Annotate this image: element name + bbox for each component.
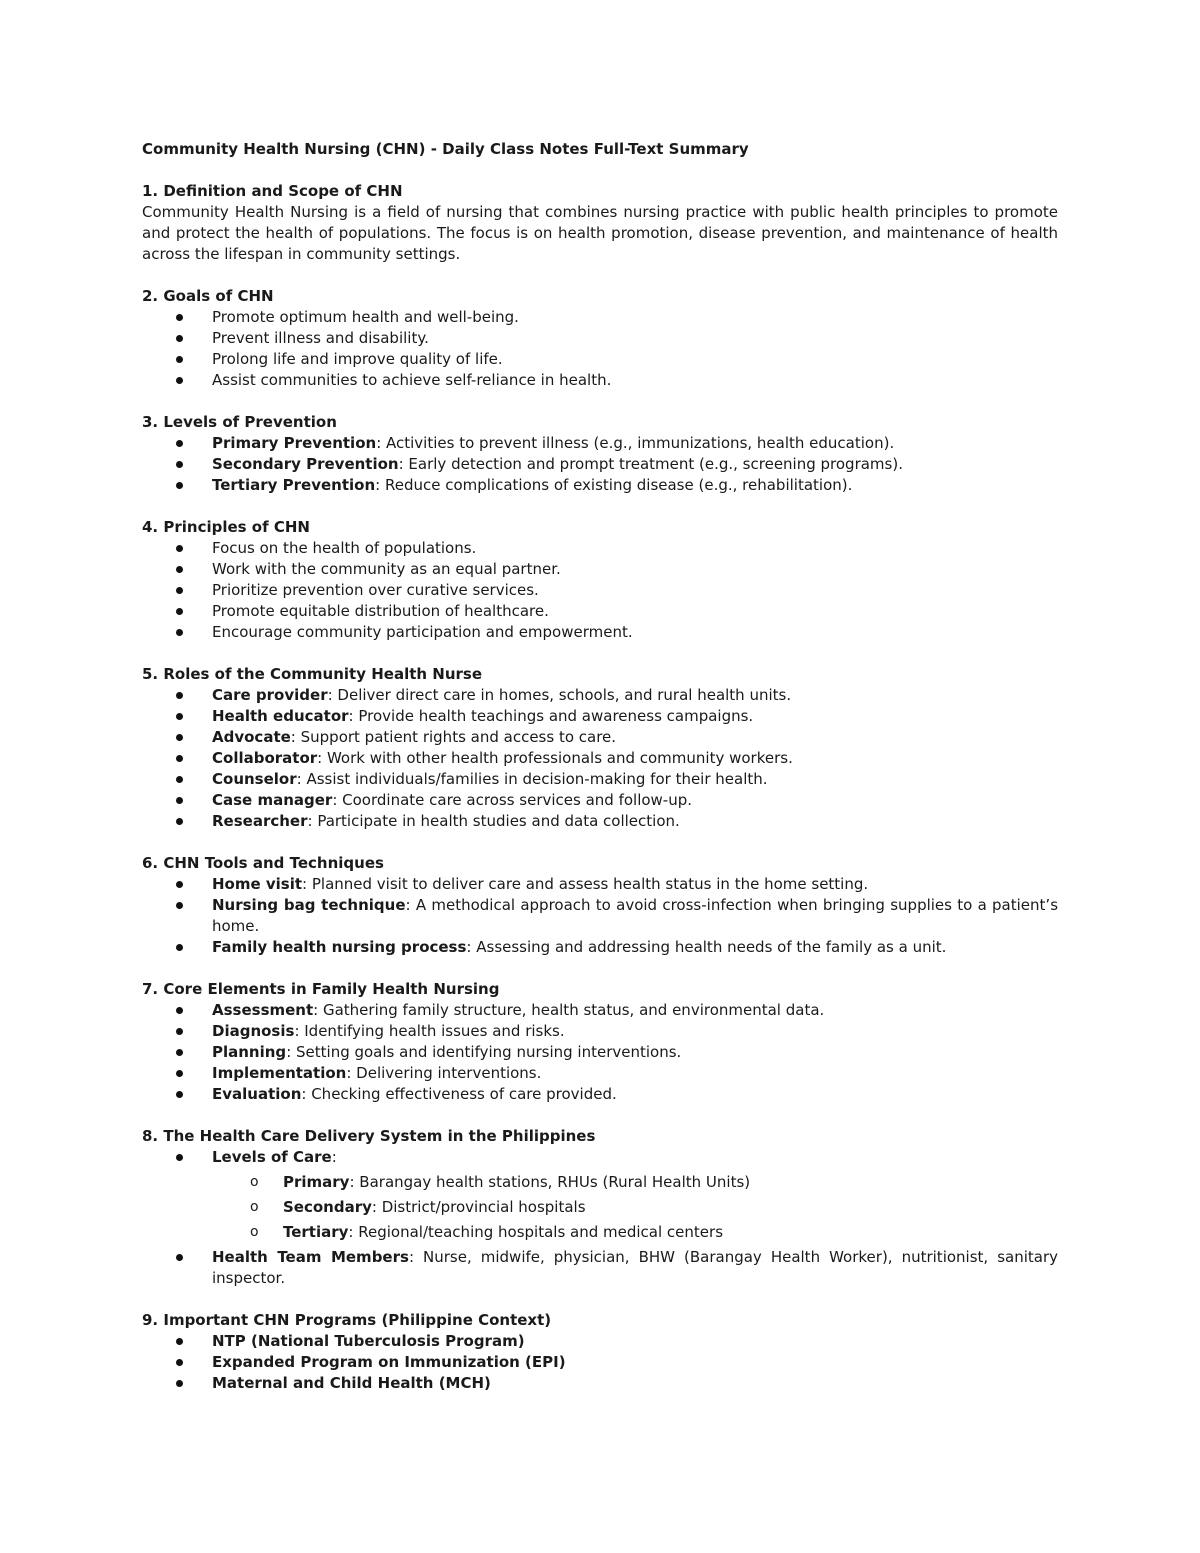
list-item-text: : A methodical approach to avoid cross-infection when bringing supplies to a patient’s home. xyxy=(212,896,1059,935)
circle-bullet-icon: o xyxy=(250,1174,259,1190)
core-elements-list xyxy=(142,1000,1058,1105)
list-item-term: Advocate xyxy=(212,728,291,746)
bullet-icon xyxy=(176,314,183,321)
list-item xyxy=(142,895,1058,937)
delivery-system-list xyxy=(142,1147,1058,1289)
list-item-text: : Nurse, midwife, physician, BHW (Barangay Health Worker), nutritionist, sanitary inspector. xyxy=(212,1248,1058,1287)
list-item-text: Promote equitable distribution of healthcare. xyxy=(212,602,549,620)
bullet-icon xyxy=(176,1091,183,1098)
sub-list-item xyxy=(212,1170,1058,1195)
list-item xyxy=(142,1373,1058,1394)
list-item-term: Home visit xyxy=(212,875,303,893)
list-item-text: : Assessing and addressing health needs of the family as a unit. xyxy=(466,938,947,956)
sub-list-item-text: : Barangay health stations, RHUs (Rural Health Units) xyxy=(349,1173,751,1191)
section-heading: 6. CHN Tools and Techniques xyxy=(142,854,384,872)
bullet-icon xyxy=(176,1028,183,1035)
list-item xyxy=(142,790,1058,811)
bullet-icon xyxy=(176,902,183,909)
sub-list-item-term: Secondary xyxy=(283,1198,372,1216)
list-item xyxy=(142,1000,1058,1021)
list-item-text: : Identifying health issues and risks. xyxy=(294,1022,565,1040)
list-item-text: : Work with other health professionals and community workers. xyxy=(317,749,793,767)
list-item-text: Assist communities to achieve self-reliance in health. xyxy=(212,371,612,389)
list-item-text: : Support patient rights and access to care. xyxy=(290,728,617,746)
section-core-elements xyxy=(142,979,1058,1105)
list-item xyxy=(142,622,1058,643)
list-item xyxy=(142,538,1058,559)
list-item-text: : Delivering interventions. xyxy=(346,1064,542,1082)
section-roles xyxy=(142,664,1058,832)
list-item xyxy=(142,328,1058,349)
list-item-text: : Reduce complications of existing disease (e.g., rehabilitation). xyxy=(375,476,853,494)
sub-list-item-text: : Regional/teaching hospitals and medical centers xyxy=(348,1223,724,1241)
list-item xyxy=(142,685,1058,706)
section-definition-scope xyxy=(142,181,1058,265)
bullet-icon xyxy=(176,1380,183,1387)
prevention-list xyxy=(142,433,1058,496)
bullet-icon xyxy=(176,1359,183,1366)
list-item xyxy=(142,727,1058,748)
list-item-text: : Coordinate care across services and follow-up. xyxy=(332,791,693,809)
list-item-text: Prolong life and improve quality of life. xyxy=(212,350,503,368)
list-item xyxy=(142,1247,1058,1289)
list-item-term: Health Team Members xyxy=(212,1248,409,1266)
list-item-term: Diagnosis xyxy=(212,1022,295,1040)
section-levels-of-prevention xyxy=(142,412,1058,496)
programs-list xyxy=(142,1331,1058,1394)
list-item-term: Levels of Care xyxy=(212,1148,332,1166)
section-heading: 2. Goals of CHN xyxy=(142,287,274,305)
list-item-text: : Provide health teachings and awareness campaigns. xyxy=(348,707,754,725)
list-item-term: Implementation xyxy=(212,1064,347,1082)
list-item xyxy=(142,370,1058,391)
list-item-term: Family health nursing process xyxy=(212,938,467,956)
circle-bullet-icon: o xyxy=(250,1224,259,1240)
bullet-icon xyxy=(176,881,183,888)
list-item xyxy=(142,769,1058,790)
sub-list-item-text: : District/provincial hospitals xyxy=(371,1198,586,1216)
roles-list xyxy=(142,685,1058,832)
list-item-text: : Activities to prevent illness (e.g., immunizations, health education). xyxy=(376,434,895,452)
list-item xyxy=(142,1042,1058,1063)
definition-paragraph: Community Health Nursing is a field of nursing that combines nursing practice with public health principles to promote and protect the health of populations. The focus is on health promotion, disease prevention, and maintenance of health across the lifespan in community settings. xyxy=(142,203,1058,263)
section-chn-programs xyxy=(142,1310,1058,1394)
goals-list xyxy=(142,307,1058,391)
list-item-text: NTP (National Tuberculosis Program) xyxy=(212,1332,525,1350)
section-principles xyxy=(142,517,1058,643)
list-item-text: : xyxy=(331,1148,337,1166)
bullet-icon xyxy=(176,1049,183,1056)
list-item xyxy=(142,706,1058,727)
list-item-text: : Setting goals and identifying nursing interventions. xyxy=(286,1043,682,1061)
bullet-icon xyxy=(176,713,183,720)
list-item xyxy=(142,748,1058,769)
bullet-icon xyxy=(176,545,183,552)
bullet-icon xyxy=(176,818,183,825)
list-item-text: : Planned visit to deliver care and assess health status in the home setting. xyxy=(302,875,869,893)
principles-list xyxy=(142,538,1058,643)
list-item xyxy=(142,1352,1058,1373)
list-item-text: : Assist individuals/families in decision-making for their health. xyxy=(296,770,768,788)
list-item-text: Expanded Program on Immunization (EPI) xyxy=(212,1353,566,1371)
tools-list xyxy=(142,874,1058,958)
list-item-text: : Gathering family structure, health status, and environmental data. xyxy=(313,1001,825,1019)
list-item xyxy=(142,874,1058,895)
section-tools-techniques xyxy=(142,853,1058,958)
list-item-term: Assessment xyxy=(212,1001,314,1019)
list-item-text: Promote optimum health and well-being. xyxy=(212,308,519,326)
bullet-icon xyxy=(176,335,183,342)
list-item-term: Counselor xyxy=(212,770,297,788)
list-item xyxy=(142,454,1058,475)
bullet-icon xyxy=(176,566,183,573)
bullet-icon xyxy=(176,356,183,363)
list-item-term: Collaborator xyxy=(212,749,318,767)
section-heading: 9. Important CHN Programs (Philippine Context) xyxy=(142,1311,552,1329)
bullet-icon xyxy=(176,755,183,762)
bullet-icon xyxy=(176,944,183,951)
bullet-icon xyxy=(176,440,183,447)
list-item-term: Care provider xyxy=(212,686,328,704)
list-item-text: : Participate in health studies and data collection. xyxy=(307,812,680,830)
document-title: Community Health Nursing (CHN) - Daily Class Notes Full-Text Summary xyxy=(142,140,749,158)
bullet-icon xyxy=(176,776,183,783)
list-item-text: : Deliver direct care in homes, schools, and rural health units. xyxy=(327,686,792,704)
list-item-text: Encourage community participation and empowerment. xyxy=(212,623,633,641)
bullet-icon xyxy=(176,1338,183,1345)
bullet-icon xyxy=(176,608,183,615)
list-item-term: Evaluation xyxy=(212,1085,302,1103)
bullet-icon xyxy=(176,1070,183,1077)
bullet-icon xyxy=(176,692,183,699)
list-item-text: : Early detection and prompt treatment (e.g., screening programs). xyxy=(398,455,903,473)
section-heading: 4. Principles of CHN xyxy=(142,518,310,536)
sub-list-item-term: Tertiary xyxy=(283,1223,349,1241)
list-item-term: Primary Prevention xyxy=(212,434,377,452)
list-item-term: Nursing bag technique xyxy=(212,896,406,914)
bullet-icon xyxy=(176,587,183,594)
list-item-text: Focus on the health of populations. xyxy=(212,539,477,557)
bullet-icon xyxy=(176,629,183,636)
circle-bullet-icon: o xyxy=(250,1199,259,1215)
list-item-text: Maternal and Child Health (MCH) xyxy=(212,1374,491,1392)
list-item xyxy=(142,475,1058,496)
list-item xyxy=(142,811,1058,832)
bullet-icon xyxy=(176,1154,183,1161)
list-item-term: Case manager xyxy=(212,791,333,809)
bullet-icon xyxy=(176,482,183,489)
section-heading: 8. The Health Care Delivery System in the Philippines xyxy=(142,1127,596,1145)
section-heading: 3. Levels of Prevention xyxy=(142,413,337,431)
list-item xyxy=(142,601,1058,622)
list-item-text: : Checking effectiveness of care provided. xyxy=(301,1085,617,1103)
section-heading: 1. Definition and Scope of CHN xyxy=(142,182,403,200)
list-item-text: Prevent illness and disability. xyxy=(212,329,429,347)
list-item xyxy=(142,1084,1058,1105)
list-item-term: Researcher xyxy=(212,812,308,830)
list-item xyxy=(142,937,1058,958)
list-item xyxy=(142,580,1058,601)
list-item xyxy=(142,1147,1058,1245)
bullet-icon xyxy=(176,377,183,384)
section-heading: 5. Roles of the Community Health Nurse xyxy=(142,665,483,683)
bullet-icon xyxy=(176,1254,183,1261)
list-item xyxy=(142,349,1058,370)
bullet-icon xyxy=(176,461,183,468)
section-health-care-delivery xyxy=(142,1126,1058,1289)
sub-list-item-term: Primary xyxy=(283,1173,350,1191)
list-item-term: Health educator xyxy=(212,707,349,725)
list-item-text: Prioritize prevention over curative services. xyxy=(212,581,539,599)
list-item-term: Secondary Prevention xyxy=(212,455,399,473)
list-item xyxy=(142,307,1058,328)
document-page xyxy=(142,139,1058,1415)
list-item xyxy=(142,433,1058,454)
sub-list-item xyxy=(212,1220,1058,1245)
list-item xyxy=(142,1021,1058,1042)
list-item xyxy=(142,559,1058,580)
levels-of-care-sublist xyxy=(212,1170,1058,1245)
list-item-term: Planning xyxy=(212,1043,287,1061)
bullet-icon xyxy=(176,797,183,804)
list-item-text: Work with the community as an equal partner. xyxy=(212,560,561,578)
sub-list-item xyxy=(212,1195,1058,1220)
section-goals xyxy=(142,286,1058,391)
list-item xyxy=(142,1063,1058,1084)
bullet-icon xyxy=(176,1007,183,1014)
list-item-term: Tertiary Prevention xyxy=(212,476,376,494)
list-item xyxy=(142,1331,1058,1352)
section-heading: 7. Core Elements in Family Health Nursing xyxy=(142,980,500,998)
bullet-icon xyxy=(176,734,183,741)
